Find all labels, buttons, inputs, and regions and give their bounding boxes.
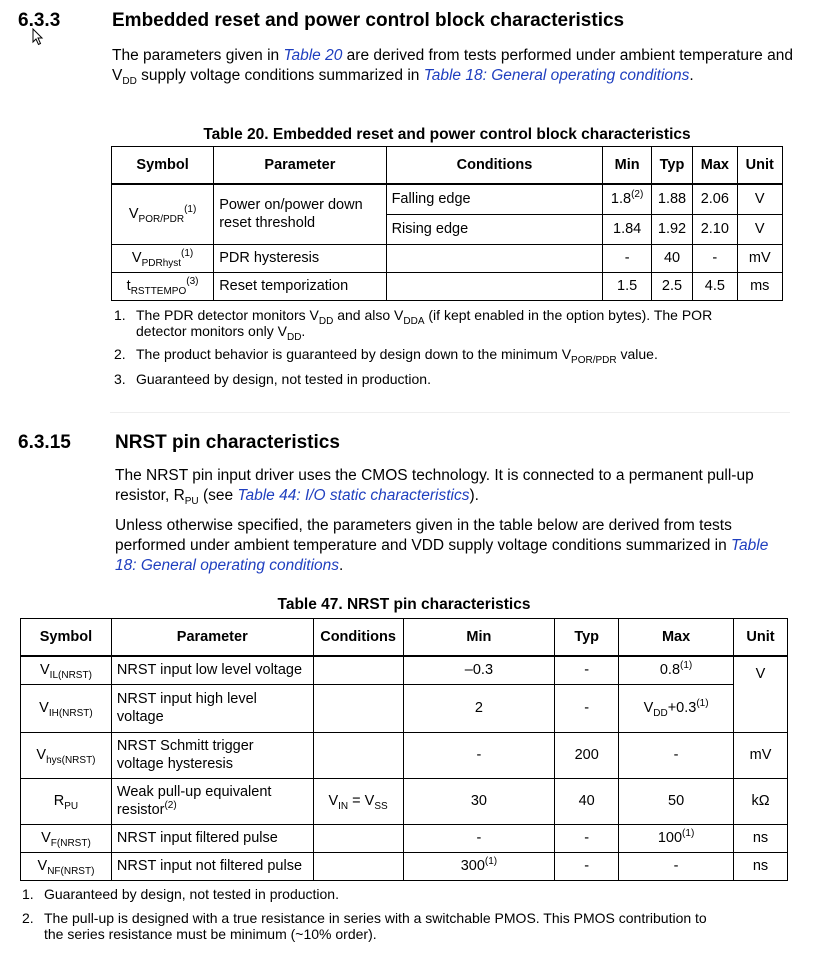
symbol-text: V	[128, 206, 139, 223]
symbol-cell	[21, 778, 112, 824]
min-cell: 1.84	[603, 214, 652, 244]
footnote-ref: (1)	[680, 660, 693, 672]
unit-cell: kΩ	[734, 778, 788, 824]
subscript: DD	[318, 316, 334, 327]
intro-text: .	[689, 67, 694, 84]
symbol-text: V	[41, 830, 51, 846]
footnote-ref: (2)	[164, 800, 177, 811]
min-cell: 30	[403, 778, 555, 824]
nrst-paragraph	[115, 466, 795, 506]
header-symbol: Symbol	[21, 619, 112, 657]
unit-cell: V	[734, 656, 788, 732]
table-row	[112, 184, 783, 214]
symbol-cell	[112, 272, 214, 300]
symbol-cell	[21, 732, 112, 778]
text: Unless otherwise specified, the parameters given in the table below are derived from tests performed under ambient temperature and VDD supply voltage conditions summarized in	[115, 517, 732, 554]
conditions-cell: Rising edge	[386, 214, 603, 244]
header-conditions: Conditions	[313, 619, 403, 657]
typ-cell: -	[555, 824, 619, 852]
conditions-cell	[386, 244, 603, 272]
table-44-link[interactable]: Table 44: I/O static characteristics	[237, 487, 470, 504]
page-divider	[110, 412, 790, 413]
subscript: RSTTEMPO	[130, 286, 187, 297]
text: The product behavior is guaranteed by design down to the minimum V	[136, 346, 572, 362]
table-row	[21, 778, 788, 824]
max-value: 0.8	[659, 662, 681, 679]
footnote-number: 2.	[22, 910, 34, 926]
footnote-text	[136, 307, 786, 343]
unit-cell: ns	[734, 824, 788, 852]
max-value: +0.3	[667, 700, 697, 716]
symbol-text: V	[36, 747, 47, 763]
footnote	[22, 910, 802, 944]
unit-cell: mV	[737, 244, 782, 272]
footnote-ref: (3)	[186, 276, 199, 287]
table-row	[21, 852, 788, 880]
parameter-cell: NRST input high level voltage	[111, 684, 313, 732]
subscript: PU	[184, 496, 199, 507]
min-value: 300	[460, 858, 485, 874]
text: = V	[348, 793, 375, 809]
table-header-row	[112, 147, 783, 185]
intro-text: are derived from tests performed under ambient temperature and V	[112, 47, 793, 84]
min-cell: -	[403, 732, 555, 778]
typ-cell: -	[555, 852, 619, 880]
symbol-text: R	[53, 793, 65, 809]
intro-paragraph	[112, 46, 802, 86]
section-number: 6.3.3	[18, 10, 61, 31]
text: .	[339, 557, 344, 574]
min-cell	[403, 852, 555, 880]
footnote-ref: (1)	[484, 856, 498, 867]
text: and also V	[333, 307, 404, 323]
footnote-number: 2.	[114, 346, 126, 362]
footnote-number: 1.	[22, 886, 34, 902]
table-row	[21, 684, 788, 732]
symbol-cell	[112, 184, 214, 244]
header-unit: Unit	[734, 619, 788, 657]
table-18-link[interactable]: Table 18: General operating conditions	[423, 67, 690, 84]
subscript: IH(NRST)	[48, 708, 93, 719]
section-title: NRST pin characteristics	[115, 432, 340, 453]
min-cell: –0.3	[403, 656, 555, 684]
typ-cell: 2.5	[651, 272, 692, 300]
footnote-text: Guaranteed by design, not tested in production.	[44, 886, 339, 902]
unit-cell: V	[737, 214, 782, 244]
max-value: V	[643, 700, 654, 716]
table-18-link[interactable]: Table 18: General operating conditions	[115, 537, 769, 574]
parameter-cell: Power on/power down reset threshold	[214, 184, 386, 244]
text: the series resistance must be minimum (~10% order).	[44, 926, 377, 942]
typ-cell: -	[555, 656, 619, 684]
typ-cell: 200	[555, 732, 619, 778]
conditions-cell	[313, 852, 403, 880]
conditions-cell	[313, 824, 403, 852]
max-cell: 4.5	[693, 272, 737, 300]
intro-text: The parameters given in	[112, 47, 284, 64]
unit-cell: V	[737, 184, 782, 214]
reset-power-table	[111, 146, 783, 301]
footnote	[22, 886, 802, 904]
symbol-text: V	[37, 858, 48, 874]
footnote	[114, 346, 794, 364]
symbol-text: V	[131, 250, 142, 266]
header-parameter: Parameter	[214, 147, 386, 185]
typ-cell: 1.92	[651, 214, 692, 244]
table-caption: Table 47. NRST pin characteristics	[277, 596, 531, 613]
header-typ: Typ	[651, 147, 692, 185]
table-row	[21, 656, 788, 684]
subscript: POR/PDR	[138, 214, 185, 226]
max-cell: -	[619, 852, 734, 880]
symbol-cell	[21, 824, 112, 852]
table-row	[112, 272, 783, 300]
parameter-cell: Reset temporization	[214, 272, 386, 300]
parameter-cell: NRST input not filtered pulse	[111, 852, 313, 880]
max-cell	[619, 824, 734, 852]
symbol-cell	[21, 656, 112, 684]
min-cell: -	[403, 824, 555, 852]
footnote-number: 3.	[114, 371, 126, 387]
max-cell: 2.10	[693, 214, 737, 244]
subscript: IL(NRST)	[49, 670, 92, 682]
conditions-cell	[313, 778, 403, 824]
conditions-cell	[313, 656, 403, 684]
min-cell: 1.5	[603, 272, 652, 300]
min-value: 1.8	[610, 191, 632, 208]
typ-cell: -	[555, 684, 619, 732]
table-header-row	[21, 619, 788, 657]
header-typ: Typ	[555, 619, 619, 657]
footnote-ref: (2)	[631, 189, 644, 201]
footnote	[114, 371, 794, 389]
header-unit: Unit	[737, 147, 782, 185]
max-cell: -	[619, 732, 734, 778]
intro-text: supply voltage conditions summarized in	[136, 67, 424, 84]
max-cell: 2.06	[693, 184, 737, 214]
subscript: SS	[374, 801, 388, 812]
unit-cell: mV	[734, 732, 788, 778]
min-cell: 2	[403, 684, 555, 732]
symbol-cell	[21, 852, 112, 880]
conditions-cell	[313, 684, 403, 732]
parameter-cell: NRST input low level voltage	[111, 656, 313, 684]
footnote-ref: (1)	[696, 698, 709, 709]
max-cell	[619, 656, 734, 684]
subscript: IN	[338, 801, 349, 812]
table-row	[21, 732, 788, 778]
text: V	[328, 793, 339, 809]
conditions-paragraph	[115, 516, 790, 576]
subscript: DD	[286, 332, 302, 343]
subscript: NF(NRST)	[47, 866, 95, 877]
table-row	[112, 244, 783, 272]
table-caption: Table 20. Embedded reset and power control block characteristics	[203, 126, 691, 143]
unit-cell: ms	[737, 272, 782, 300]
conditions-cell	[386, 272, 603, 300]
footnote-text	[44, 910, 794, 942]
max-cell	[619, 684, 734, 732]
nrst-table	[20, 618, 788, 881]
parameter-cell: NRST input filtered pulse	[111, 824, 313, 852]
conditions-cell: Falling edge	[386, 184, 603, 214]
typ-cell: 40	[651, 244, 692, 272]
table-row	[21, 824, 788, 852]
symbol-text: V	[39, 700, 49, 716]
symbol-text: t	[126, 278, 131, 294]
subscript: DDA	[403, 316, 425, 327]
max-cell: 50	[619, 778, 734, 824]
text: ).	[469, 487, 479, 504]
header-parameter: Parameter	[111, 619, 313, 657]
conditions-cell	[313, 732, 403, 778]
parameter-cell: NRST Schmitt trigger voltage hysteresis	[111, 732, 313, 778]
subscript: DD	[122, 76, 137, 87]
min-cell: -	[603, 244, 652, 272]
subscript: F(NRST)	[50, 838, 91, 849]
subscript: DD	[653, 708, 668, 719]
footnote-ref: (1)	[184, 204, 197, 216]
unit-cell: ns	[734, 852, 788, 880]
footnote	[114, 307, 794, 341]
text: The NRST pin input driver uses the CMOS technology. It is connected to a permanent pull-up resistor, R	[115, 467, 754, 504]
header-symbol: Symbol	[112, 147, 214, 185]
header-max: Max	[619, 619, 734, 657]
footnote-ref: (1)	[682, 828, 695, 839]
text: .	[301, 323, 306, 339]
table-20-link[interactable]: Table 20	[283, 47, 343, 64]
header-min: Min	[603, 147, 652, 185]
text: The PDR detector monitors V	[136, 307, 319, 323]
parameter-cell	[111, 778, 313, 824]
subscript: PDRhyst	[141, 258, 182, 269]
header-conditions: Conditions	[386, 147, 603, 185]
header-max: Max	[693, 147, 737, 185]
text: (see	[198, 487, 238, 504]
text: detector monitors only V	[136, 323, 287, 339]
footnote-ref: (1)	[181, 248, 194, 259]
subscript: PU	[64, 801, 79, 812]
symbol-text: V	[40, 662, 50, 679]
subscript: hys(NRST)	[46, 755, 96, 766]
text: value.	[616, 346, 658, 362]
max-cell: -	[693, 244, 737, 272]
section-title: Embedded reset and power control block characteristics	[112, 10, 625, 31]
footnote-text	[136, 346, 786, 366]
parameter-text: Weak pull-up equivalent resistor	[116, 784, 272, 818]
min-cell	[603, 184, 652, 214]
header-min: Min	[403, 619, 555, 657]
footnote-text: Guaranteed by design, not tested in production.	[136, 371, 431, 387]
subscript: POR/PDR	[571, 355, 617, 366]
typ-cell: 1.88	[651, 184, 692, 214]
symbol-cell	[112, 244, 214, 272]
text: The pull-up is designed with a true resistance in series with a switchable PMOS. This PMOS contribution to	[44, 910, 707, 926]
parameter-cell: PDR hysteresis	[214, 244, 386, 272]
typ-cell: 40	[555, 778, 619, 824]
footnote-number: 1.	[114, 307, 126, 323]
section-number: 6.3.15	[18, 432, 71, 453]
max-value: 100	[657, 830, 683, 846]
text: (if kept enabled in the option bytes). The POR	[424, 307, 713, 323]
symbol-cell	[21, 684, 112, 732]
